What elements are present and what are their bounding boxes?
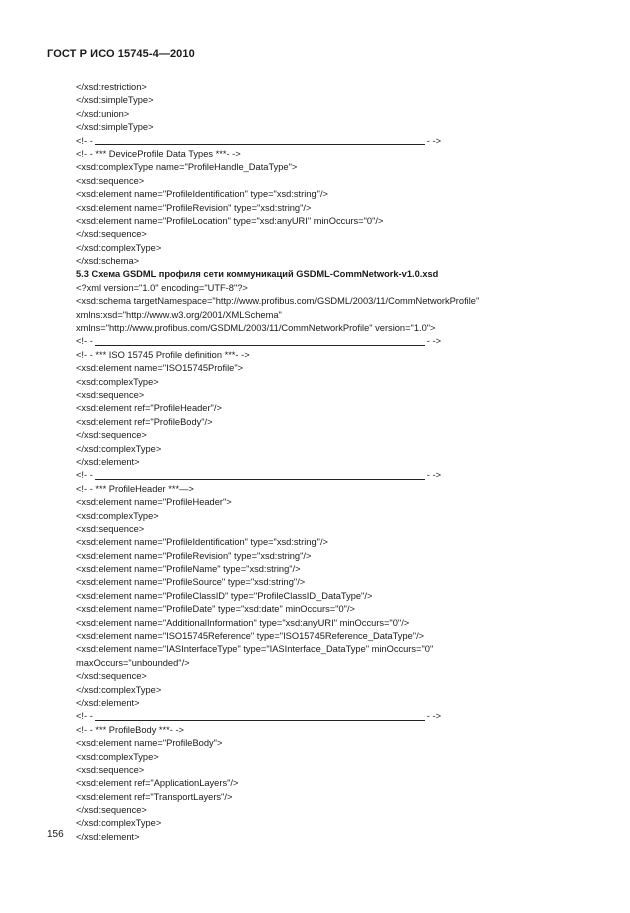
code-line: <xsd:element name="ProfileName" type="xsd:string"/>	[76, 564, 301, 575]
page-number: 156	[47, 829, 64, 840]
separator-open: <!- -	[76, 336, 93, 347]
code-line: </xsd:element>	[76, 831, 140, 842]
code-line: </xsd:element>	[76, 697, 140, 708]
code-line: maxOccurs="unbounded"/>	[76, 657, 190, 668]
separator-rule	[95, 479, 425, 480]
code-line: </xsd:element>	[76, 456, 140, 467]
code-line: <xsd:element name="IASInterfaceType" type="IASInterface_DataType" minOccurs="0"	[76, 644, 434, 655]
code-line: xmlns="http://www.profibus.com/GSDML/2003/11/CommNetworkProfile" version="1.0">	[76, 323, 436, 334]
code-line: <xsd:complexType>	[76, 510, 159, 521]
separator-rule	[95, 720, 425, 721]
code-line: </xsd:sequence>	[76, 671, 147, 682]
code-line: <xsd:element name="AdditionalInformation" type="xsd:anyURI" minOccurs="0"/>	[76, 617, 410, 628]
separator-open: <!- -	[76, 711, 93, 722]
code-line: <xsd:element name="ProfileHeader">	[76, 497, 232, 508]
separator-open: <!- -	[76, 135, 93, 146]
comment-separator	[76, 710, 596, 723]
code-line: </xsd:complexType>	[76, 684, 162, 695]
code-line: </xsd:restriction>	[76, 82, 147, 92]
code-line: <xsd:element ref="TransportLayers"/>	[76, 791, 233, 802]
code-line: <xsd:element name="ProfileRevision" type="xsd:string"/>	[76, 202, 312, 213]
separator-close: - ->	[426, 336, 442, 347]
code-line: <xsd:element name="ProfileBody">	[76, 738, 223, 749]
code-line: <xsd:element ref="ApplicationLayers"/>	[76, 778, 239, 789]
code-line: <xsd:element name="ProfileIdentification" type="xsd:string"/>	[76, 537, 328, 548]
code-line: <xsd:element name="ProfileLocation" type="xsd:anyURI" minOccurs="0"/>	[76, 215, 384, 226]
comment-separator	[76, 469, 596, 482]
code-line: </xsd:complexType>	[76, 242, 162, 253]
code-line: <!- - *** ProfileHeader ***—>	[76, 483, 194, 494]
separator-rule	[95, 144, 425, 145]
code-line: <xsd:complexType>	[76, 751, 159, 762]
separator-close: - ->	[426, 135, 442, 146]
code-line: <!- - *** ISO 15745 Profile definition ***- ->	[76, 349, 250, 360]
code-line: <xsd:schema targetNamespace="http://www.profibus.com/GSDML/2003/11/CommNetworkProfile"	[76, 296, 480, 307]
section-heading: 5.3 Схема GSDML профиля сети коммуникаций GSDML-CommNetwork-v1.0.xsd	[76, 269, 439, 280]
code-line: </xsd:sequence>	[76, 229, 147, 240]
code-line: </xsd:union>	[76, 108, 130, 119]
code-line: <xsd:sequence>	[76, 175, 145, 186]
separator-close: - ->	[426, 470, 442, 481]
code-line: <xsd:element name="ISO15745Reference" type="ISO15745Reference_DataType"/>	[76, 631, 425, 642]
code-line: </xsd:simpleType>	[76, 122, 154, 133]
comment-separator	[76, 135, 596, 148]
code-line: <xsd:element ref="ProfileHeader"/>	[76, 403, 222, 414]
separator-rule	[95, 345, 425, 346]
code-line: <xsd:sequence>	[76, 523, 145, 534]
code-line: <?xml version="1.0" encoding="UTF-8"?>	[76, 282, 248, 293]
code-line: <xsd:element name="ProfileIdentification" type="xsd:string"/>	[76, 189, 328, 200]
comment-separator	[76, 335, 596, 348]
code-line: <xsd:element name="ISO15745Profile">	[76, 363, 244, 374]
code-line: xmlns:xsd="http://www.w3.org/2001/XMLSchema"	[76, 309, 282, 320]
code-line: <xsd:element name="ProfileDate" type="xsd:date" minOccurs="0"/>	[76, 604, 355, 615]
code-line: </xsd:simpleType>	[76, 95, 154, 106]
code-line: <xsd:element name="ProfileRevision" type="xsd:string"/>	[76, 550, 312, 561]
code-line: <!- - *** DeviceProfile Data Types ***- ->	[76, 148, 241, 159]
code-line: <xsd:complexType>	[76, 376, 159, 387]
code-line: </xsd:sequence>	[76, 805, 147, 816]
code-line: </xsd:schema>	[76, 256, 140, 267]
code-line: <xsd:complexType name="ProfileHandle_DataType">	[76, 162, 298, 173]
xsd-code-listing	[76, 81, 596, 844]
code-line: <!- - *** ProfileBody ***- ->	[76, 724, 184, 735]
separator-open: <!- -	[76, 470, 93, 481]
code-line: <xsd:element name="ProfileSource" type="xsd:string"/>	[76, 577, 306, 588]
separator-close: - ->	[426, 711, 442, 722]
page-header: ГОСТ Р ИСО 15745-4—2010	[47, 48, 195, 60]
code-line: </xsd:complexType>	[76, 443, 162, 454]
code-line: <xsd:sequence>	[76, 764, 145, 775]
code-line: <xsd:sequence>	[76, 389, 145, 400]
code-line: <xsd:element ref="ProfileBody"/>	[76, 416, 213, 427]
code-line: </xsd:sequence>	[76, 430, 147, 441]
code-line: <xsd:element name="ProfileClassID" type="ProfileClassID_DataType"/>	[76, 590, 373, 601]
code-line: </xsd:complexType>	[76, 818, 162, 829]
